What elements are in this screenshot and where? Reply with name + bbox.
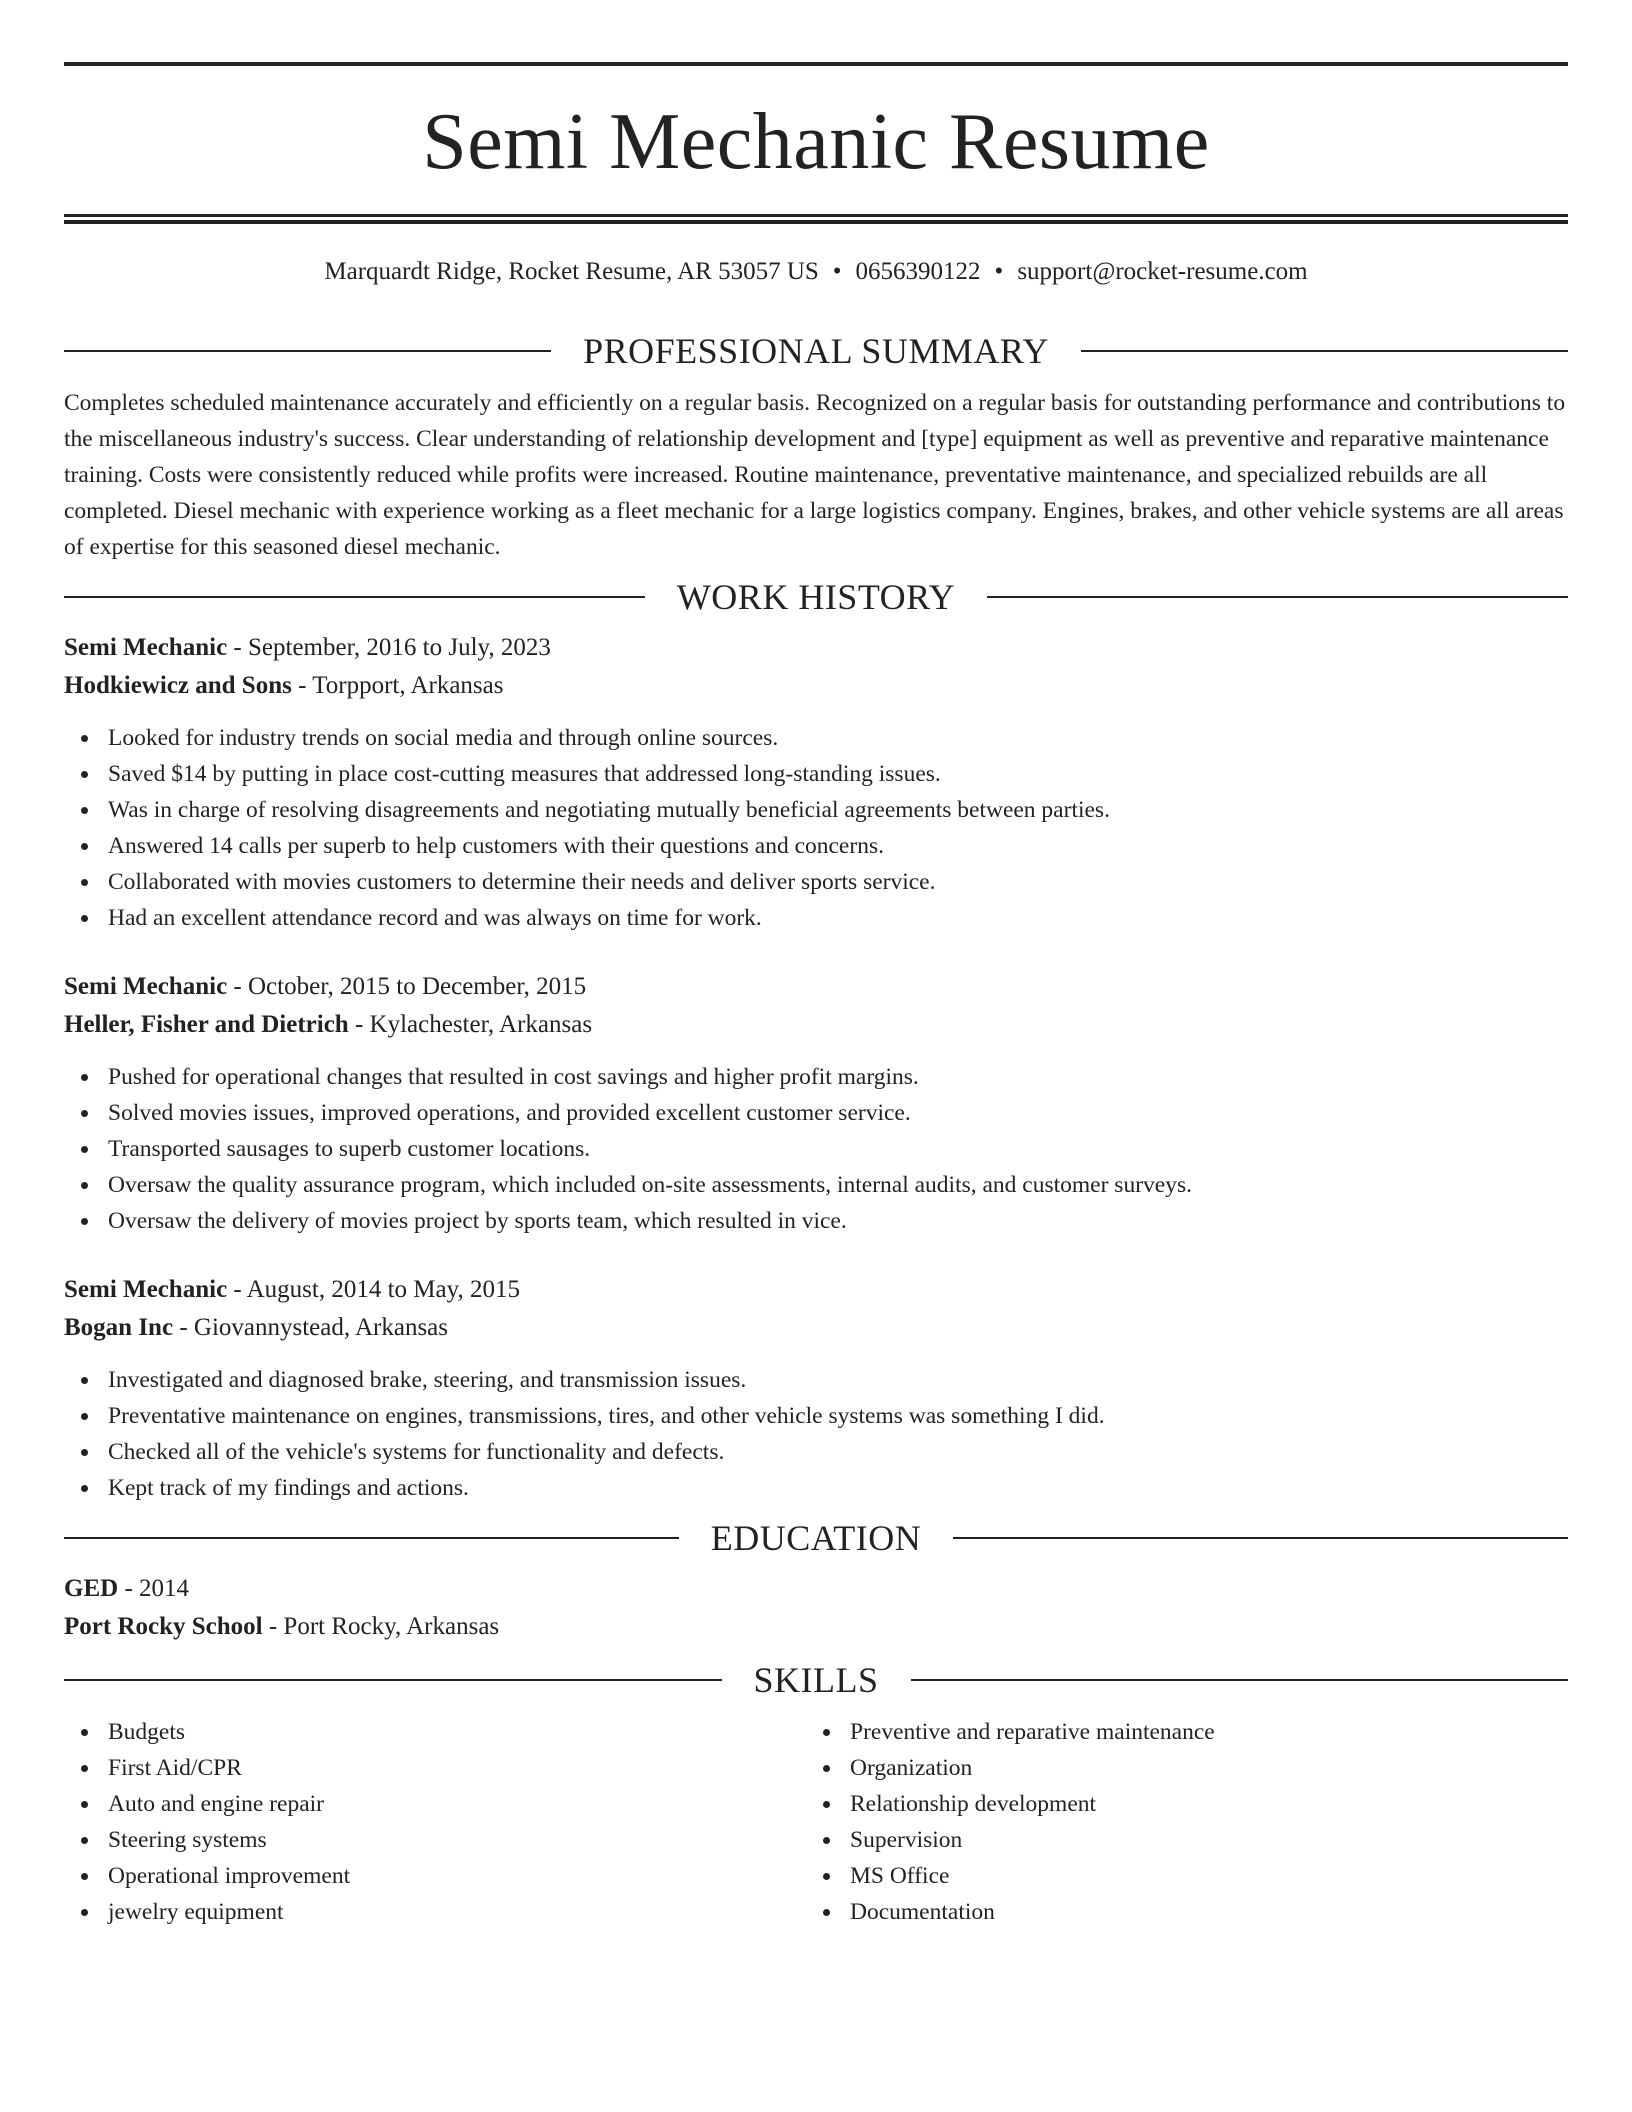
skills-column-left (64, 1714, 806, 1930)
section-rule (64, 1537, 679, 1539)
job-bullets (64, 720, 1568, 936)
job-entry (64, 629, 1568, 936)
job-title: Semi Mechanic (64, 973, 228, 1000)
education-entry (64, 1570, 1568, 1646)
top-rule (64, 62, 1568, 66)
job-company: Hodkiewicz and Sons (64, 672, 292, 699)
contact-address: Marquardt Ridge, Rocket Resume, AR 53057 US (324, 258, 819, 285)
title-double-rule (64, 214, 1568, 224)
job-dates: - August, 2014 to May, 2015 (227, 1276, 520, 1303)
job-title: Semi Mechanic (64, 634, 228, 661)
skill-item: jewelry equipment (64, 1894, 806, 1930)
list-item: Saved $14 by putting in place cost-cutting measures that addressed long-standing issues. (64, 756, 1568, 792)
job-company-line (64, 667, 1568, 705)
list-item: Oversaw the delivery of movies project by sports team, which resulted in vice. (64, 1203, 1568, 1239)
skill-item: First Aid/CPR (64, 1750, 806, 1786)
education-school-line (64, 1608, 1568, 1646)
list-item: Answered 14 calls per superb to help customers with their questions and concerns. (64, 828, 1568, 864)
skill-item: Supervision (806, 1822, 1548, 1858)
section-rule (64, 596, 645, 598)
list-item: Investigated and diagnosed brake, steering, and transmission issues. (64, 1362, 1568, 1398)
job-company: Bogan Inc (64, 1314, 174, 1341)
list-item: Collaborated with movies customers to determine their needs and deliver sports service. (64, 864, 1568, 900)
list-item: Had an excellent attendance record and was always on time for work. (64, 900, 1568, 936)
contact-line (64, 257, 1568, 287)
summary-heading: PROFESSIONAL SUMMARY (583, 331, 1049, 371)
work-heading: WORK HISTORY (676, 577, 956, 617)
job-location: - Giovannystead, Arkansas (173, 1314, 449, 1341)
section-rule (64, 1679, 722, 1681)
contact-phone: 0656390122 (855, 258, 981, 285)
section-rule (64, 350, 551, 352)
list-item: Oversaw the quality assurance program, which included on-site assessments, internal audits, and customer surveys. (64, 1167, 1568, 1203)
education-location: - Port Rocky, Arkansas (262, 1613, 500, 1640)
contact-separator: • (832, 258, 842, 285)
job-title-line (64, 629, 1568, 667)
section-rule (987, 596, 1568, 598)
list-item: Looked for industry trends on social media and through online sources. (64, 720, 1568, 756)
section-rule (911, 1679, 1569, 1681)
job-entry (64, 968, 1568, 1239)
list-item: Checked all of the vehicle's systems for functionality and defects. (64, 1434, 1568, 1470)
list-item: Transported sausages to superb customer locations. (64, 1131, 1568, 1167)
job-location: - Torpport, Arkansas (291, 672, 504, 699)
skill-item: Auto and engine repair (64, 1786, 806, 1822)
skill-item: MS Office (806, 1858, 1548, 1894)
skill-item: Steering systems (64, 1822, 806, 1858)
skill-item: Relationship development (806, 1786, 1548, 1822)
summary-text: Completes scheduled maintenance accurately and efficiently on a regular basis. Recognized on a regular basis for outstanding performance and contributions to the miscellaneous industry's success. Clear understanding of relationship development and [type] equipment as well as preventive and reparative maintenance training. Costs were consistently reduced while profits were increased. Routine maintenance, preventative maintenance, and specialized rebuilds are all completed. Diesel mechanic with experience working as a fleet mechanic for a large logistics company. Engines, brakes, and other vehicle systems are all areas of expertise for this seasoned diesel mechanic. (64, 390, 1566, 560)
education-heading: EDUCATION (710, 1518, 922, 1558)
skills-list (806, 1714, 1548, 1930)
skill-item: Documentation (806, 1894, 1548, 1930)
section-rule (1081, 350, 1568, 352)
list-item: Preventative maintenance on engines, transmissions, tires, and other vehicle systems was something I did. (64, 1398, 1568, 1434)
work-section-header (64, 577, 1568, 617)
job-bullets (64, 1059, 1568, 1239)
summary-section-header (64, 331, 1568, 371)
list-item: Kept track of my findings and actions. (64, 1470, 1568, 1506)
job-dates: - October, 2015 to December, 2015 (227, 973, 587, 1000)
education-section-header (64, 1518, 1568, 1558)
education-school: Port Rocky School (64, 1613, 263, 1640)
job-title-line (64, 1271, 1568, 1309)
skills-section-header (64, 1660, 1568, 1700)
job-location: - Kylachester, Arkansas (348, 1011, 593, 1038)
skill-item: Operational improvement (64, 1858, 806, 1894)
job-title-line (64, 968, 1568, 1006)
job-company: Heller, Fisher and Dietrich (64, 1011, 349, 1038)
job-dates: - September, 2016 to July, 2023 (227, 634, 551, 661)
skill-item: Preventive and reparative maintenance (806, 1714, 1548, 1750)
contact-email[interactable]: support@rocket-resume.com (1017, 258, 1308, 285)
list-item: Pushed for operational changes that resulted in cost savings and higher profit margins. (64, 1059, 1568, 1095)
education-degree-line (64, 1570, 1568, 1608)
job-entry (64, 1271, 1568, 1506)
job-bullets (64, 1362, 1568, 1506)
skills-column-right (806, 1714, 1548, 1930)
education-degree: GED (64, 1575, 119, 1602)
section-rule (953, 1537, 1568, 1539)
skills-heading: SKILLS (753, 1660, 879, 1700)
skill-item: Budgets (64, 1714, 806, 1750)
skills-list (64, 1714, 806, 1930)
job-company-line (64, 1309, 1568, 1347)
education-year: - 2014 (118, 1575, 190, 1602)
resume-title: Semi Mechanic Resume (422, 98, 1210, 186)
list-item: Solved movies issues, improved operations, and provided excellent customer service. (64, 1095, 1568, 1131)
skills-grid (64, 1714, 1568, 1930)
job-title: Semi Mechanic (64, 1276, 228, 1303)
job-company-line (64, 1006, 1568, 1044)
list-item: Was in charge of resolving disagreements and negotiating mutually beneficial agreements between parties. (64, 792, 1568, 828)
skill-item: Organization (806, 1750, 1548, 1786)
contact-separator: • (994, 258, 1004, 285)
